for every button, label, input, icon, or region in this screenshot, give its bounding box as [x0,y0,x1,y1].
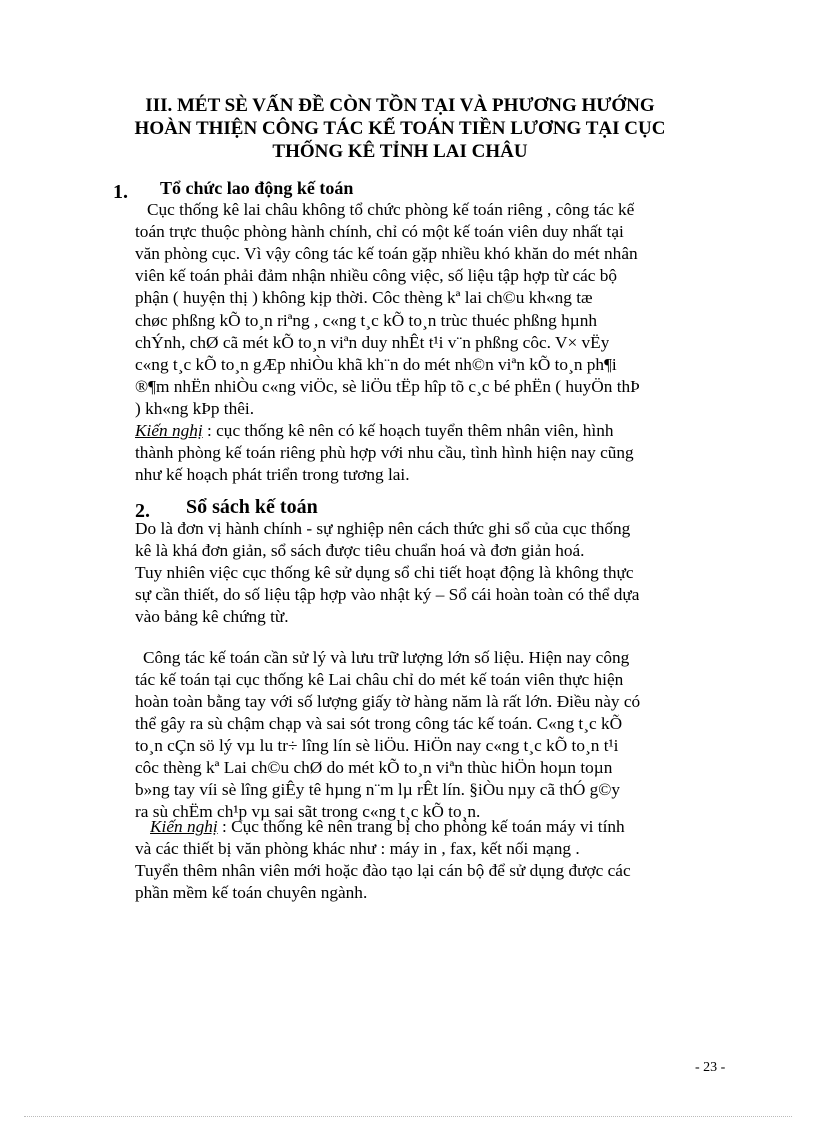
section-1-number: 1. [113,181,128,203]
paragraph-line: phận ( huyện thị ) không kịp thời. Côc thèng kª lai ch©u kh«ng tæ [135,288,593,307]
recommendation-text: : cục thống kê nên có kế hoạch tuyển thêm nhân viên, hình [202,421,614,440]
paragraph-line: vào bảng kê chứng từ. [135,607,289,626]
section-1-heading: Tổ chức lao động kế toán [160,178,354,198]
recommendation-line [135,421,613,441]
paragraph-line: phần mềm kế toán chuyên ngành. [135,883,368,902]
recommendation-label: Kiến nghị [150,817,218,836]
paragraph-line: sự cần thiết, do số liệu tập hợp vào nhật ký – Sổ cái hoàn toàn có thể dựa [135,585,640,604]
paragraph-line: kê là khá đơn giản, sổ sách được tiêu chuẩn hoá và đơn giản hoá. [135,541,585,560]
paragraph-line: viên kế toán phải đảm nhận nhiều công việc, số liệu tập hợp từ các bộ [135,266,618,285]
paragraph-line: hoàn toàn bằng tay với số lượng giấy tờ hàng năm là rất lớn. Điều này có [135,692,641,711]
section-2-heading: Sổ sách kế toán [186,496,318,518]
paragraph-line: văn phòng cục. Vì vậy công tác kế toán gặp nhiều khó khăn do mét nhân [135,244,638,263]
paragraph-line: và các thiết bị văn phòng khác như : máy in , fax, kết nối mạng . [135,839,580,858]
paragraph-line: Công tác kế toán cần sử lý và lưu trữ lượng lớn số liệu. Hiện nay công [143,648,630,667]
title-line: III. MÉT SÈ VẤN ĐỀ CÒN TỒN TẠI VÀ PHƯƠNG HƯỚNG [145,95,655,116]
page-title [120,94,680,163]
paragraph-line: b»ng tay víi sè lîng giÊy tê hµng n¨m lµ rÊt lín. §iÒu nµy cã thÓ g©y [135,780,621,799]
page-bottom-rule [24,1116,792,1117]
paragraph-line: tác kế toán tại cục thống kê Lai châu chỉ do mét kế toán viên thực hiện [135,670,624,689]
recommendation-line [150,817,625,837]
paragraph-line: ) kh«ng kÞp thêi. [135,399,255,418]
paragraph-line: c«ng t¸c kÕ to¸n gÆp nhiÒu khã kh¨n do mét nh©n viªn kÕ to¸n ph¶i [135,355,617,374]
title-line: HOÀN THIỆN CÔNG TÁC KẾ TOÁN TIỀN LƯƠNG TẠI CỤC [134,118,666,139]
paragraph-line: thành phòng kế toán riêng phù hợp với nhu cầu, tình hình hiện nay cũng [135,443,634,462]
paragraph-line: côc thèng kª Lai ch©u chØ do mét kÕ to¸n viªn thùc hiÖn hoµn toµn [135,758,613,777]
paragraph-line: ra sù chËm ch¹p vµ sai sãt trong c«ng t¸c kÕ to¸n. [135,802,481,821]
paragraph-line: chøc phßng kÕ to¸n riªng , c«ng t¸c kÕ to¸n trùc thuéc phßng hµnh [135,311,598,330]
paragraph-line: Tuyển thêm nhân viên mới hoặc đào tạo lại cán bộ để sử dụng được các [135,861,631,880]
paragraph-line: to¸n cÇn sö lý vµ lu tr÷ lîng lín sè liÖu. HiÖn nay c«ng t¸c kÕ to¸n t¹i [135,736,619,755]
paragraph-line: ®¶m nhËn nhiÒu c«ng viÖc, sè liÖu tËp hîp tõ c¸c bé phËn ( huyÖn thÞ [135,377,640,396]
page-number: - 23 - [695,1060,726,1075]
recommendation-label: Kiến nghị [135,421,203,440]
recommendation-text: : Cục thống kê nên trang bị cho phòng kế toán máy vi tính [217,817,625,836]
paragraph-line: chÝnh, chØ cã mét kÕ to¸n viªn duy nhÊt t¹i v¨n phßng côc. V× vËy [135,333,610,352]
paragraph-line: như kế hoạch phát triển trong tương lai. [135,465,410,484]
paragraph-line: thể gây ra sù chậm chạp và sai sót trong công tác kế toán. C«ng t¸c kÕ [135,714,623,733]
paragraph-line: Cục thống kê lai châu không tổ chức phòng kế toán riêng , công tác kế [147,200,635,219]
paragraph-line: Tuy nhiên việc cục thống kê sử dụng sổ chi tiết hoạt động là không thực [135,563,634,582]
title-line: THỐNG KÊ TỈNH LAI CHÂU [272,141,528,162]
paragraph-line: Do là đơn vị hành chính - sự nghiệp nên cách thức ghi sổ của cục thống [135,519,631,538]
section-2-number: 2. [135,500,150,522]
paragraph-line: toán trực thuộc phòng hành chính, chỉ có một kế toán viên duy nhất tại [135,222,624,241]
